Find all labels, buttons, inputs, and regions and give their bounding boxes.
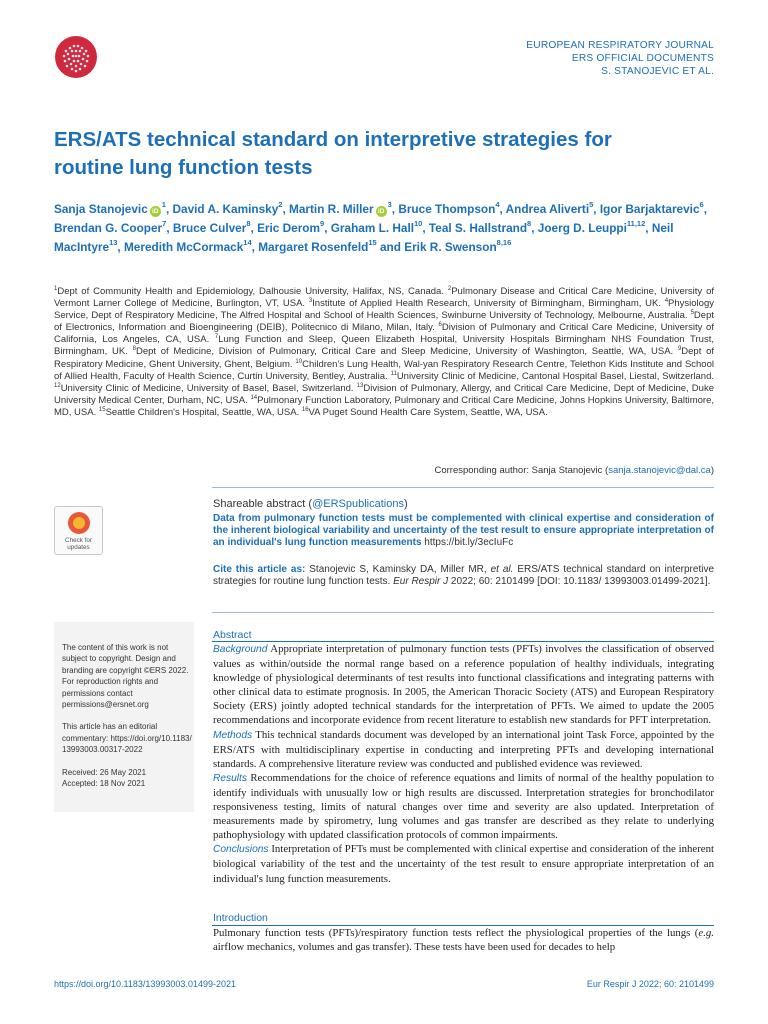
affiliation-number: 14 bbox=[250, 394, 258, 401]
orcid-icon[interactable]: iD bbox=[376, 206, 387, 217]
author-affiliation-number: 1 bbox=[161, 200, 166, 210]
sidebar-text bbox=[62, 642, 192, 789]
affiliation-text: Lung Function and Sleep, Queen Elizabeth Hospital, University Hospitals Birmingham NHS Foundation Trust, Birmingham, UK. bbox=[54, 334, 714, 358]
footer-doi-link[interactable]: https://doi.org/10.1183/13993003.01499-2021 bbox=[54, 979, 236, 989]
author-list: Sanja Stanojevic $iD^1$, David A. Kaminsky$^2$, Martin R. Miller $iD^3$, Bruce Thompson$^4$, Andrea Aliverti$^5$, Igor Barjaktarevic$^6$, Brendan G. Cooper$^7$, Bruce Culver$^8$, Eric Derom$^9$, Graham L. Hall$^{10}$, Teal S. Hallstrand$^8$, Joerg D. Leuppi$^{11,12}$, Neil MacIntyre$^{13}$, Meredith McCormack$^{14}$, Margaret Rosenfeld$^{15}$ and Erik R. Swenson$^{8,16}$ bbox=[54, 200, 707, 254]
affiliation-text: Seattle Children's Hospital, Seattle, WA, USA. bbox=[105, 406, 302, 418]
accepted-date: Accepted: 18 Nov 2021 bbox=[62, 779, 146, 789]
affiliation-text: Dept of Respiratory Medicine, Ghent University, Ghent, Belgium. bbox=[54, 346, 714, 370]
affiliation-text: Pulmonary Disease and Critical Care Medicine, University of Vermont Larner College of Medicine, Burlington, VT, USA. bbox=[54, 286, 714, 310]
author-name: Eric Derom bbox=[257, 221, 321, 235]
author-affiliation-number: 11,12 bbox=[626, 219, 646, 229]
affiliation-number: 8 bbox=[132, 346, 136, 353]
abstract-conclusions: Conclusions Interpretation of PFTs must be complemented with clinical expertise and consideration of the inherent biological variability of the test and the uncertainty of the test result to ensure appropriate interpretation of an individual's lung function measurements. bbox=[213, 843, 714, 885]
abstract-background: Background Appropriate interpretation of pulmonary function tests (PFTs) involves the classification of observed values as within/outside the normal range based on a reference population of healthy individuals, integrating knowledge of physiological determinants of test results into functional classifications and integrating patterns with other clinical data to estimate prognosis. In 2005, the American Thoracic Society (ATS) and European Respiratory Society (ERS) jointly adopted technical standards for the interpretation of PFTs. We aimed to update the 2005 recommendations and incorporate evidence from recent literature to establish new standards for PFT interpretation. bbox=[213, 643, 714, 727]
author-affiliation-number: 9 bbox=[320, 219, 325, 229]
author-name: Teal S. Hallstrand bbox=[428, 221, 528, 235]
running-author: S. STANOJEVIC ET AL. bbox=[601, 66, 714, 77]
author-name: Neil MacIntyre bbox=[54, 221, 674, 254]
crossmark-icon bbox=[68, 512, 90, 534]
author-name: Bruce Culver bbox=[172, 221, 247, 235]
affiliation-number: 2 bbox=[447, 285, 452, 292]
abstract-results: Results Recommendations for the choice of reference equations and limits of normal of the healthy population to identify individuals with unusually low or high results are discussed. Interpretation strategies for bronchodilator responsiveness testing, limits of natural changes over time and severity are also updated. Interpretation of measurements made by spirometry, lung volumes and gas transfer are described as they relate to underlying pathophysiology with updated classification protocols of common impairments. bbox=[213, 771, 714, 842]
affiliation-number: 7 bbox=[214, 334, 219, 341]
cite-label: Cite this article as: bbox=[213, 564, 306, 575]
affiliation-text: Institute of Applied Health Research, University of Birmingham, Birmingham, UK. bbox=[312, 298, 665, 310]
footer-citation: Eur Respir J 2022; 60: 2101499 bbox=[586, 979, 714, 989]
affiliation-number: 13 bbox=[356, 382, 364, 389]
author-name: Bruce Thompson bbox=[398, 202, 496, 216]
affiliation-text: Physiology Service, Dept of Respiratory Medicine, The Alfred Hospital and School of Health Sciences, Swinburne University of Technology, Melbourne, Australia. bbox=[54, 298, 714, 322]
shareable-text: Data from pulmonary function tests must be complemented with clinical expertise and consideration of the inherent biological variability and uncertainty of the test result to ensure appropriate interpretation of an individual's lung function measurements bbox=[213, 513, 714, 548]
ers-logo-icon bbox=[55, 36, 97, 78]
author-name: Margaret Rosenfeld bbox=[258, 240, 369, 254]
author-affiliation-number: 10 bbox=[414, 219, 423, 229]
affiliation-number: 15 bbox=[98, 406, 106, 413]
author-name: Sanja Stanojevic bbox=[54, 202, 148, 216]
divider bbox=[212, 612, 714, 613]
affiliation-text: Pulmonary Function Laboratory, Pulmonary and Critical Care Medicine, Johns Hopkins University, Baltimore, MD, USA. bbox=[54, 394, 714, 418]
affiliation-number: 3 bbox=[308, 297, 313, 304]
author-affiliation-number: 3 bbox=[387, 200, 392, 210]
corresponding-label: Corresponding author: Sanja Stanojevic ( bbox=[434, 465, 609, 476]
abstract-body bbox=[213, 642, 714, 886]
abstract-methods: Methods This technical standards document was developed by an international joint Task Force, appointed by the ERS/ATS with multidisciplinary expertise in conducting and interpreting PFTs and developing international standards. A comprehensive literature review was conducted and published evidence was reviewed. bbox=[213, 728, 714, 770]
divider bbox=[212, 487, 714, 488]
affiliation-text: Division of Pulmonary, Allergy, and Critical Care Medicine, Dept of Medicine, Duke University Medical Center, Durham, NC, USA. bbox=[54, 382, 714, 406]
affiliation-number: 6 bbox=[438, 322, 442, 329]
author-affiliation-number: 5 bbox=[589, 200, 594, 210]
author-name: Martin R. Miller bbox=[289, 202, 374, 216]
author-name: Erik R. Swenson bbox=[404, 240, 497, 254]
copyright-note: The content of this work is not subject to copyright. Design and branding are copyright ©ERS 2022. For reproduction rights and permissions contact permissions@ersnet.org bbox=[62, 643, 189, 710]
shareable-heading: Shareable abstract (@ERSpublications) bbox=[213, 498, 408, 510]
affiliation-number: 1 bbox=[54, 285, 58, 292]
abstract-heading: Abstract bbox=[213, 629, 252, 641]
author-affiliation-number: 2 bbox=[278, 200, 283, 210]
document-section: ERS OFFICIAL DOCUMENTS bbox=[571, 53, 714, 64]
author-name: Igor Barjaktarevic bbox=[599, 202, 700, 216]
editorial-note: This article has an editorial commentary: https://doi.org/10.1183/ 13993003.00317-2022 bbox=[62, 722, 192, 755]
affiliations bbox=[54, 286, 714, 419]
affiliation-text: Dept of Medicine, Division of Pulmonary, Critical Care and Sleep Medicine, University of Washington, Seattle, WA, USA. bbox=[135, 346, 678, 358]
introduction-body: Pulmonary function tests (PFTs)/respiratory function tests reflect the physiological properties of the lungs (e.g. airflow mechanics, volumes and gas transfer). These tests have been used for decades to help bbox=[213, 927, 714, 954]
author-affiliation-number: 8 bbox=[246, 219, 251, 229]
twitter-handle-link[interactable]: @ERSpublications bbox=[312, 498, 404, 510]
author-name: Joerg D. Leuppi bbox=[537, 221, 627, 235]
shareable-link[interactable]: https://bit.ly/3ecIuFc bbox=[421, 537, 514, 548]
affiliation-text: Children's Lung Health, Wal-yan Respiratory Research Centre, Telethon Kids Institute and School of Allied Health, Faculty of Health Science, Curtin University, Bentley, Australia. bbox=[54, 358, 714, 382]
author-affiliation-number: 8,16 bbox=[496, 238, 512, 248]
author-name: Brendan G. Cooper bbox=[54, 221, 163, 235]
affiliation-text: University Clinic of Medicine, Cantonal Hospital Basel, Liestal, Switzerland. bbox=[396, 370, 714, 382]
affiliation-number: 11 bbox=[390, 370, 397, 377]
affiliation-number: 9 bbox=[677, 346, 682, 353]
affiliation-number: 4 bbox=[664, 297, 669, 304]
author-affiliation-number: 6 bbox=[699, 200, 704, 210]
author-name: David A. Kaminsky bbox=[172, 202, 279, 216]
affiliation-number: 5 bbox=[690, 310, 694, 317]
author-affiliation-number: 8 bbox=[527, 219, 532, 229]
article-title: ERS/ATS technical standard on interpretive strategies for routine lung function tests bbox=[54, 128, 612, 179]
corresponding-email-link[interactable]: sanja.stanojevic@dal.ca bbox=[608, 465, 711, 476]
affiliation-text: Division of Pulmonary and Critical Care Medicine, University of California, Los Angeles, CA, USA. bbox=[54, 322, 714, 346]
check-for-updates-button[interactable]: Check for updates bbox=[54, 506, 103, 555]
affiliation-text: University Clinic of Medicine, University of Basel, Basel, Switzerland. bbox=[60, 382, 357, 394]
affiliation-number: 12 bbox=[54, 382, 61, 389]
journal-name: EUROPEAN RESPIRATORY JOURNAL bbox=[526, 40, 714, 51]
received-date: Received: 26 May 2021 bbox=[62, 767, 147, 777]
affiliation-number: 10 bbox=[295, 358, 303, 365]
author-affiliation-number: 7 bbox=[162, 219, 167, 229]
author-affiliation-number: 4 bbox=[495, 200, 500, 210]
author-affiliation-number: 15 bbox=[368, 238, 377, 248]
introduction-heading: Introduction bbox=[213, 912, 268, 924]
author-affiliation-number: 14 bbox=[243, 238, 252, 248]
author-name: Meredith McCormack bbox=[123, 240, 244, 254]
author-name: Andrea Aliverti bbox=[505, 202, 590, 216]
author-affiliation-number: 13 bbox=[109, 238, 118, 248]
journal-header bbox=[526, 39, 714, 78]
author-name: Graham L. Hall bbox=[330, 221, 415, 235]
affiliation-text: Dept of Electronics, Information and Bioengineering (DEIB), Politecnico di Milano, Milan, Italy. bbox=[54, 310, 714, 334]
shareable-abstract bbox=[213, 498, 714, 549]
affiliation-text: VA Puget Sound Health Care System, Seattle, WA, USA. bbox=[308, 406, 548, 418]
affiliation-number: 16 bbox=[301, 406, 309, 413]
corresponding-author: Corresponding author: Sanja Stanojevic (sanja.stanojevic@dal.ca) bbox=[434, 465, 714, 476]
affiliation-text: Dept of Community Health and Epidemiology, Dalhousie University, Halifax, NS, Canada. bbox=[57, 286, 448, 297]
orcid-icon[interactable]: iD bbox=[150, 206, 161, 217]
cite-this-article: Cite this article as: Stanojevic S, Kaminsky DA, Miller MR, et al. ERS/ATS technical standard on interpretive strategies for routine lung function tests. Eur Respir J 2022; 60: 2101499 [DOI: 10.1183/ 13993003.01499-2021]. bbox=[213, 564, 715, 588]
